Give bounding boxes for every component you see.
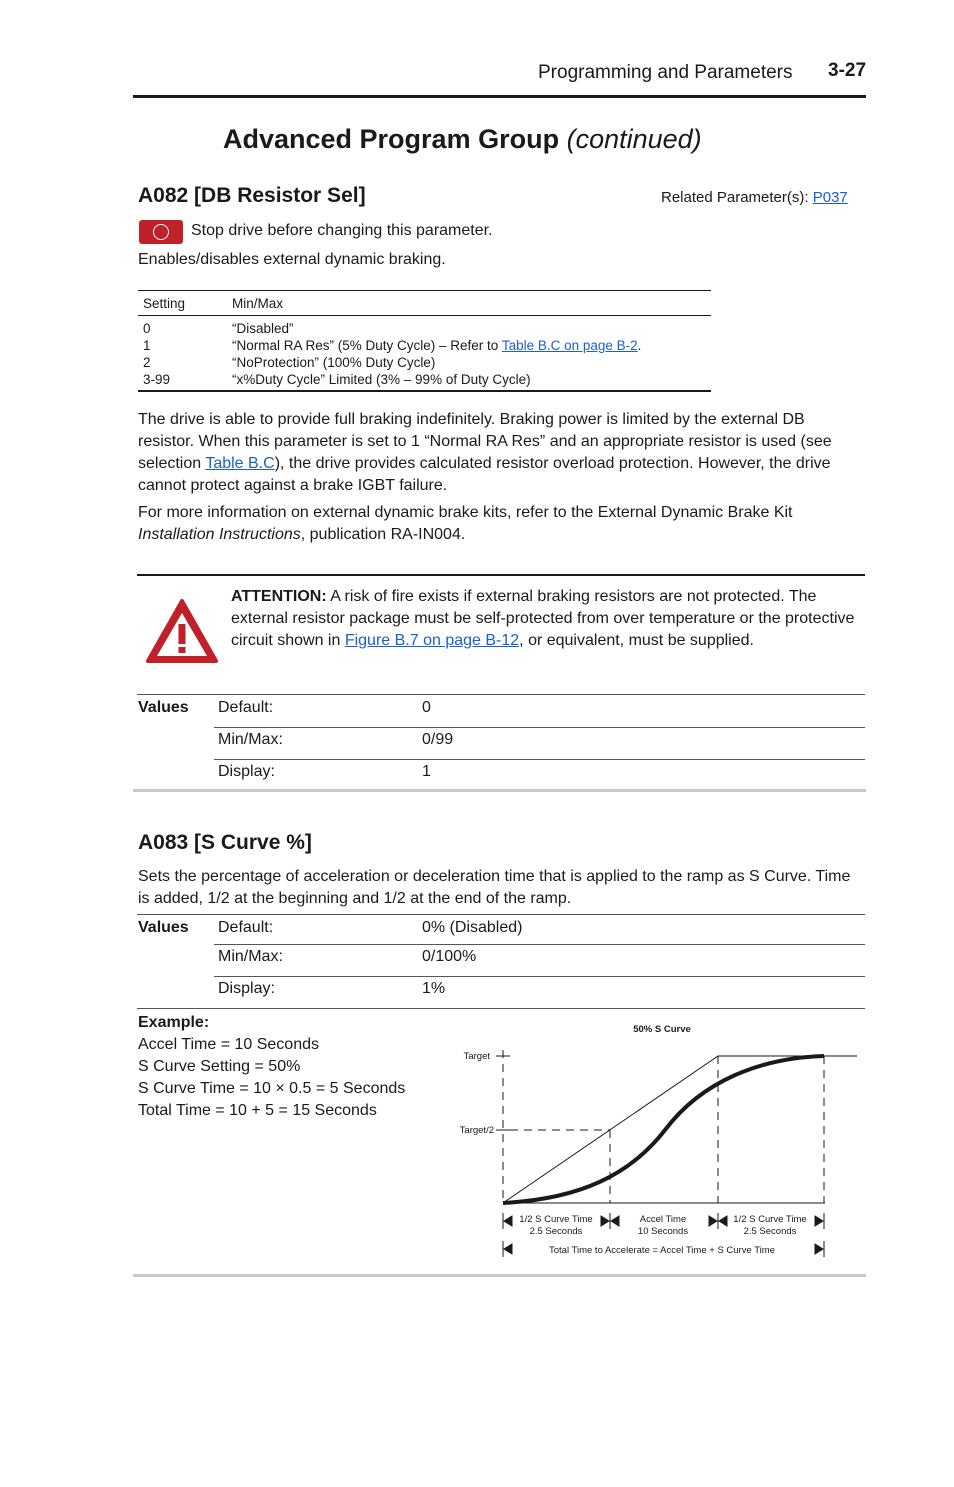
values-row-rule <box>214 976 865 977</box>
related-link-p037[interactable]: P037 <box>812 189 848 206</box>
a083-minmax-value: 0/100% <box>422 948 477 965</box>
a083-display-label: Display: <box>218 980 275 997</box>
seg3-time: 2.5 Seconds <box>743 1226 797 1237</box>
seg2-time: 10 Seconds <box>637 1226 689 1237</box>
a082-minmax-label: Min/Max: <box>218 731 283 748</box>
example-line: S Curve Setting = 50% <box>138 1058 301 1075</box>
related-parameters <box>661 189 848 206</box>
table-cell <box>232 337 641 354</box>
table-top-rule <box>138 290 711 291</box>
seg1-label: 1/2 S Curve Time <box>519 1214 593 1225</box>
table-cell: “Disabled” <box>232 321 294 336</box>
table-row: 2 <box>143 355 151 370</box>
table-desc-col <box>232 320 641 388</box>
a082-display-label: Display: <box>218 763 275 780</box>
para-text: For more information on external dynamic brake kits, refer to the External Dynamic Brake Kit <box>138 504 793 521</box>
values-bottom-rule <box>137 1008 865 1009</box>
a082-minmax-value: 0/99 <box>422 731 454 748</box>
table-bc-link-2[interactable]: Table B.C <box>205 455 275 472</box>
page-title <box>223 124 702 155</box>
table-cell: “NoProtection” (100% Duty Cycle) <box>232 355 436 370</box>
a083-values-label: Values <box>138 919 189 936</box>
attention-body: , or equivalent, must be supplied. <box>519 632 754 649</box>
a082-title: A082 [DB Resistor Sel] <box>138 184 366 207</box>
example-label: Example: <box>138 1014 210 1031</box>
page-number: 3-27 <box>828 60 867 81</box>
a082-default-label: Default: <box>218 699 274 716</box>
example-block <box>138 1012 405 1122</box>
warning-triangle-icon <box>145 598 219 664</box>
a083-display-value: 1% <box>422 980 446 997</box>
a082-values-label: Values <box>138 699 189 716</box>
a083-description: Sets the percentage of acceleration or deceleration time that is applied to the ramp as S Curve. Time is added, 1/2 at the beginning and 1/2 at the end of the ramp. <box>138 868 851 907</box>
table-header-minmax: Min/Max <box>232 296 284 311</box>
section-end-rule <box>133 1274 866 1277</box>
seg1-time: 2.5 Seconds <box>529 1226 583 1237</box>
s-curve-diagram <box>440 1015 870 1265</box>
table-header-setting: Setting <box>143 296 186 311</box>
a083-minmax-label: Min/Max: <box>218 948 283 965</box>
values-row-rule <box>214 759 865 760</box>
table-row: 3-99 <box>143 372 171 387</box>
example-line: Accel Time = 10 Seconds <box>138 1036 319 1053</box>
a083-title: A083 [S Curve %] <box>138 831 312 854</box>
table-settings-col <box>143 320 170 388</box>
table-row: 0 <box>143 321 151 336</box>
para-text: , publication RA-IN004. <box>300 526 466 543</box>
a083-default-value: 0% (Disabled) <box>422 919 523 936</box>
example-line: S Curve Time = 10 × 0.5 = 5 Seconds <box>138 1080 406 1097</box>
table-cell-text: “Normal RA Res” (5% Duty Cycle) – Refer to <box>232 338 502 353</box>
related-label: Related Parameter(s): <box>661 189 809 206</box>
page-title-sub: (continued) <box>566 124 702 154</box>
total-time-label: Total Time to Accelerate = Accel Time + S Curve Time <box>549 1245 775 1256</box>
para-text: The drive is able to provide full braking indefinitely. Braking power is limited by the external DB resistor. When this parameter is set to 1 “Normal RA Res” and an appropriate resistor is used (see selection <box>138 411 832 472</box>
running-header-section: Programming and Parameters <box>538 62 793 83</box>
target-half-label: Target/2 <box>459 1125 494 1136</box>
values-top-rule <box>137 914 865 915</box>
attention-top-rule <box>137 574 865 576</box>
values-row-rule <box>214 727 865 728</box>
table-bc-link[interactable]: Table B.C on page B-2 <box>501 338 638 353</box>
a083-default-label: Default: <box>218 919 274 936</box>
table-header-rule <box>138 315 711 316</box>
a082-display-value: 1 <box>422 763 431 780</box>
attention-text <box>231 586 861 652</box>
attention-label: ATTENTION: <box>231 588 327 605</box>
example-line: Total Time = 10 + 5 = 15 Seconds <box>138 1102 377 1119</box>
stop-note: Stop drive before changing this parameter. <box>191 222 493 239</box>
para-text: ), the drive provides calculated resistor overload protection. However, the drive cannot protect against a brake IGBT failure. <box>138 455 831 494</box>
a082-default-value: 0 <box>422 699 431 716</box>
values-row-rule <box>214 944 865 945</box>
values-top-rule <box>137 694 865 695</box>
diagram-title: 50% S Curve <box>633 1024 691 1035</box>
seg2-label: Accel Time <box>639 1214 687 1225</box>
header-rule <box>133 95 866 98</box>
target-label: Target <box>463 1051 490 1062</box>
a082-description: Enables/disables external dynamic braking. <box>138 251 446 268</box>
table-cell-text: . <box>637 338 642 353</box>
table-bottom-rule <box>138 390 711 392</box>
table-cell: “x%Duty Cycle” Limited (3% – 99% of Duty Cycle) <box>232 372 531 387</box>
section-end-rule <box>133 789 866 792</box>
figure-b7-link[interactable]: Figure B.7 on page B-12 <box>344 632 520 649</box>
s-curve-line <box>503 1056 824 1203</box>
stop-icon <box>139 220 183 244</box>
page-title-main: Advanced Program Group <box>223 124 560 154</box>
para-italic: Installation Instructions <box>138 526 301 543</box>
a082-para-1 <box>138 409 860 497</box>
attention-body: A risk of fire exists if external braking resistors are not protected. The external resistor package must be self-protected from over temperature or the protective circuit shown in <box>231 588 855 649</box>
seg3-label: 1/2 S Curve Time <box>733 1214 807 1225</box>
a082-para-2 <box>138 502 860 546</box>
table-row: 1 <box>143 338 151 353</box>
